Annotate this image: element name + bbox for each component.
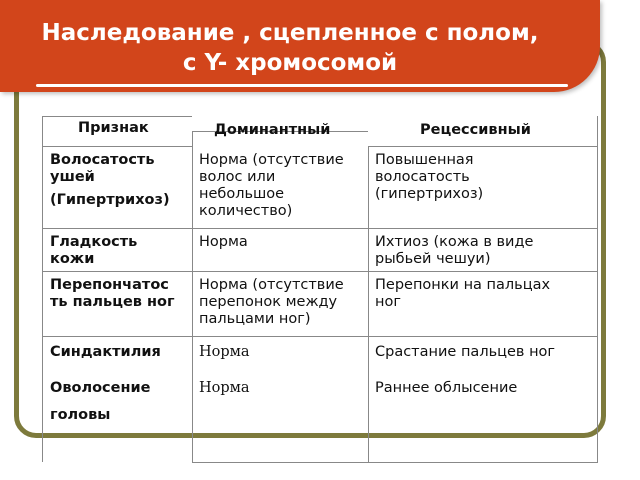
- table-border-bottom: [192, 462, 598, 463]
- row4-trait-1: Синдактилия: [50, 344, 161, 360]
- col1-border-left: [192, 131, 193, 462]
- table-border-top: [42, 116, 192, 117]
- row5-dominant-1: Норма: [199, 380, 250, 396]
- row5-recessive-1: Раннее облысение: [375, 380, 518, 396]
- row-divider-2: [42, 271, 598, 272]
- header-recessive: Рецессивный: [420, 122, 531, 138]
- slide-title: [0, 18, 580, 78]
- row1-dominant-2: волос или: [199, 169, 276, 185]
- header-trait: Признак: [78, 120, 149, 136]
- row1-recessive-2: волосатость: [375, 169, 470, 185]
- row-divider-0: [42, 146, 192, 147]
- col2-border-left: [368, 146, 369, 462]
- col2-border-top: [368, 146, 597, 147]
- row4-dominant-1: Норма: [199, 344, 250, 360]
- row1-recessive-1: Повышенная: [375, 152, 474, 168]
- slide-title-line1: Наследование , сцепленное с полом,: [41, 20, 539, 46]
- row-divider-3: [42, 336, 598, 337]
- row2-recessive-2: рыбьей чешуи): [375, 251, 491, 267]
- header-dominant: Доминантный: [214, 122, 331, 138]
- row4-recessive-1: Срастание пальцев ног: [375, 344, 556, 360]
- row3-dominant-3: пальцами ног): [199, 311, 311, 327]
- row2-trait-2: кожи: [50, 251, 95, 267]
- row1-dominant-1: Норма (отсутствие: [199, 152, 344, 168]
- row2-dominant-1: Норма: [199, 234, 248, 250]
- row3-dominant-2: перепонок между: [199, 294, 338, 310]
- row3-trait-2: ть пальцев ног: [50, 294, 175, 310]
- row2-recessive-1: Ихтиоз (кожа в виде: [375, 234, 534, 250]
- row1-dominant-4: количество): [199, 203, 293, 219]
- row3-recessive-1: Перепонки на пальцах: [375, 277, 551, 293]
- row3-dominant-1: Норма (отсутствие: [199, 277, 344, 293]
- row1-dominant-3: небольшое: [199, 186, 285, 202]
- table-border-right: [597, 116, 598, 462]
- row3-trait-1: Перепончатос: [50, 277, 169, 293]
- slide-title-line2: с Y- хромосомой: [182, 50, 398, 76]
- row-divider-1: [42, 228, 598, 229]
- table-border-left: [42, 116, 43, 462]
- row1-trait-3: (Гипертрихоз): [50, 192, 170, 208]
- row1-trait-2: ушей: [50, 169, 95, 185]
- row1-trait-1: Волосатость: [50, 152, 155, 168]
- row1-recessive-3: (гипертрихоз): [375, 186, 484, 202]
- title-banner: [0, 0, 600, 92]
- row5-trait-2: головы: [50, 407, 111, 423]
- row5-trait-1: Оволосение: [50, 380, 151, 396]
- row3-recessive-2: ног: [375, 294, 401, 310]
- row2-trait-1: Гладкость: [50, 234, 138, 250]
